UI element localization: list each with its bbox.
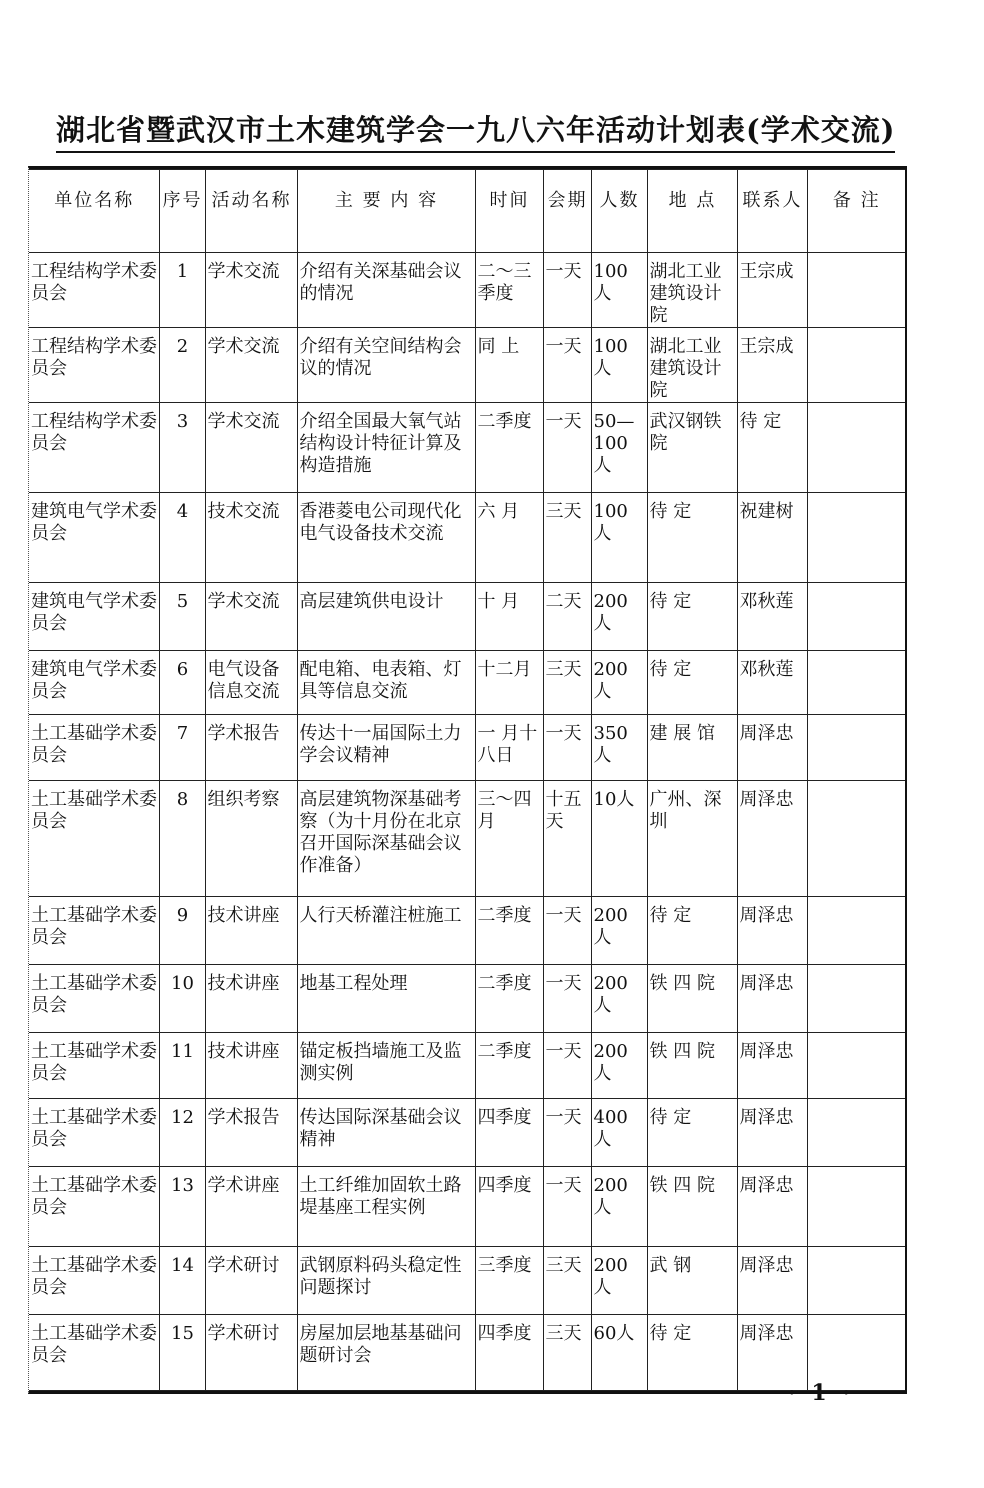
- cell-content: 配电箱、电表箱、灯具等信息交流: [297, 651, 475, 715]
- table-row: [29, 253, 905, 328]
- cell-place: 武汉钢铁院: [647, 403, 737, 493]
- cell-unit: 土工基础学术委员会: [29, 1099, 159, 1167]
- cell-people: 100人: [591, 253, 647, 328]
- cell-people: 200人: [591, 1033, 647, 1099]
- header-duration: 会期: [543, 170, 591, 253]
- cell-note: [807, 1247, 905, 1315]
- cell-people: 200人: [591, 583, 647, 651]
- cell-activity: 学术研讨: [205, 1247, 297, 1315]
- cell-duration: 一天: [543, 253, 591, 328]
- table-row: [29, 403, 905, 493]
- cell-content: 武钢原料码头稳定性问题探讨: [297, 1247, 475, 1315]
- table-row: [29, 583, 905, 651]
- cell-activity: 学术讲座: [205, 1167, 297, 1247]
- cell-activity: 学术交流: [205, 583, 297, 651]
- cell-place: 待 定: [647, 651, 737, 715]
- cell-people: 200人: [591, 651, 647, 715]
- cell-content: 香港菱电公司现代化电气设备技术交流: [297, 493, 475, 583]
- cell-time: 三季度: [475, 1247, 543, 1315]
- cell-activity: 学术交流: [205, 403, 297, 493]
- cell-note: [807, 965, 905, 1033]
- cell-contact: 周泽忠: [737, 781, 807, 897]
- cell-time: 四季度: [475, 1315, 543, 1391]
- cell-note: [807, 1167, 905, 1247]
- header-people: 人数: [591, 170, 647, 253]
- cell-duration: 一天: [543, 403, 591, 493]
- cell-people: 200人: [591, 1247, 647, 1315]
- cell-contact: 邓秋莲: [737, 651, 807, 715]
- header-activity: 活动名称: [205, 170, 297, 253]
- cell-duration: 三天: [543, 493, 591, 583]
- cell-activity: 学术报告: [205, 1099, 297, 1167]
- cell-activity: 技术讲座: [205, 897, 297, 965]
- table-row: [29, 1167, 905, 1247]
- cell-no: 1: [159, 253, 205, 328]
- cell-time: 二～三季度: [475, 253, 543, 328]
- cell-unit: 工程结构学术委员会: [29, 403, 159, 493]
- cell-people: 50—100人: [591, 403, 647, 493]
- cell-people: 200人: [591, 965, 647, 1033]
- table-row: [29, 651, 905, 715]
- cell-no: 11: [159, 1033, 205, 1099]
- cell-content: 介绍全国最大氧气站结构设计特征计算及构造措施: [297, 403, 475, 493]
- cell-activity: 组织考察: [205, 781, 297, 897]
- header-time: 时间: [475, 170, 543, 253]
- cell-duration: 一天: [543, 897, 591, 965]
- cell-note: [807, 253, 905, 328]
- cell-activity: 学术报告: [205, 715, 297, 781]
- cell-time: 同 上: [475, 328, 543, 403]
- cell-place: 待 定: [647, 493, 737, 583]
- cell-note: [807, 715, 905, 781]
- cell-unit: 土工基础学术委员会: [29, 781, 159, 897]
- cell-people: 200人: [591, 1167, 647, 1247]
- cell-time: 二季度: [475, 897, 543, 965]
- header-content: 主 要 内 容: [297, 170, 475, 253]
- cell-duration: 一天: [543, 1033, 591, 1099]
- table-row: [29, 965, 905, 1033]
- cell-content: 地基工程处理: [297, 965, 475, 1033]
- cell-time: 一 月十八日: [475, 715, 543, 781]
- cell-duration: 一天: [543, 1099, 591, 1167]
- header-note: 备 注: [807, 170, 905, 253]
- cell-duration: 十五天: [543, 781, 591, 897]
- cell-activity: 技术交流: [205, 493, 297, 583]
- cell-no: 12: [159, 1099, 205, 1167]
- cell-content: 传达国际深基础会议精神: [297, 1099, 475, 1167]
- cell-no: 14: [159, 1247, 205, 1315]
- activity-plan-table-frame: [28, 166, 907, 1394]
- cell-duration: 二天: [543, 583, 591, 651]
- cell-no: 13: [159, 1167, 205, 1247]
- cell-note: [807, 897, 905, 965]
- cell-unit: 建筑电气学术委员会: [29, 583, 159, 651]
- cell-content: 人行天桥灌注桩施工: [297, 897, 475, 965]
- cell-content: 土工纤维加固软土路堤基座工程实例: [297, 1167, 475, 1247]
- cell-content: 介绍有关空间结构会议的情况: [297, 328, 475, 403]
- cell-unit: 土工基础学术委员会: [29, 1315, 159, 1391]
- cell-unit: 建筑电气学术委员会: [29, 493, 159, 583]
- cell-activity: 学术交流: [205, 253, 297, 328]
- cell-note: [807, 781, 905, 897]
- cell-no: 2: [159, 328, 205, 403]
- cell-people: 350人: [591, 715, 647, 781]
- cell-contact: 周泽忠: [737, 1247, 807, 1315]
- cell-activity: 学术交流: [205, 328, 297, 403]
- header-unit: 单位名称: [29, 170, 159, 253]
- header-place: 地 点: [647, 170, 737, 253]
- cell-place: 武 钢: [647, 1247, 737, 1315]
- cell-no: 6: [159, 651, 205, 715]
- cell-contact: 周泽忠: [737, 1033, 807, 1099]
- cell-duration: 一天: [543, 715, 591, 781]
- cell-note: [807, 583, 905, 651]
- cell-contact: 周泽忠: [737, 1167, 807, 1247]
- cell-activity: 学术研讨: [205, 1315, 297, 1391]
- table-row: [29, 1033, 905, 1099]
- cell-contact: 周泽忠: [737, 897, 807, 965]
- cell-no: 10: [159, 965, 205, 1033]
- cell-content: 高层建筑供电设计: [297, 583, 475, 651]
- cell-contact: 周泽忠: [737, 1099, 807, 1167]
- cell-unit: 土工基础学术委员会: [29, 965, 159, 1033]
- cell-unit: 土工基础学术委员会: [29, 1167, 159, 1247]
- cell-time: 二季度: [475, 403, 543, 493]
- cell-contact: 周泽忠: [737, 715, 807, 781]
- cell-contact: 待 定: [737, 403, 807, 493]
- cell-unit: 工程结构学术委员会: [29, 253, 159, 328]
- cell-place: 建 展 馆: [647, 715, 737, 781]
- cell-activity: 电气设备信息交流: [205, 651, 297, 715]
- cell-place: 铁 四 院: [647, 965, 737, 1033]
- cell-time: 二季度: [475, 1033, 543, 1099]
- header-no: 序号: [159, 170, 205, 253]
- cell-time: 二季度: [475, 965, 543, 1033]
- activity-plan-table: [29, 169, 905, 1391]
- cell-place: 广州、深圳: [647, 781, 737, 897]
- table-row: [29, 715, 905, 781]
- table-row: [29, 1099, 905, 1167]
- cell-people: 10人: [591, 781, 647, 897]
- cell-unit: 工程结构学术委员会: [29, 328, 159, 403]
- cell-place: 湖北工业建筑设计院: [647, 328, 737, 403]
- cell-place: 铁 四 院: [647, 1033, 737, 1099]
- cell-content: 房屋加层地基基础问题研讨会: [297, 1315, 475, 1391]
- cell-activity: 技术讲座: [205, 1033, 297, 1099]
- cell-no: 15: [159, 1315, 205, 1391]
- cell-note: [807, 328, 905, 403]
- cell-duration: 一天: [543, 1167, 591, 1247]
- table-row: [29, 1247, 905, 1315]
- cell-contact: 周泽忠: [737, 1315, 807, 1391]
- cell-unit: 土工基础学术委员会: [29, 1033, 159, 1099]
- cell-content: 高层建筑物深基础考察（为十月份在北京召开国际深基础会议作准备）: [297, 781, 475, 897]
- table-row: [29, 493, 905, 583]
- cell-time: 四季度: [475, 1167, 543, 1247]
- cell-time: 三～四月: [475, 781, 543, 897]
- table-row: [29, 781, 905, 897]
- cell-note: [807, 1099, 905, 1167]
- table-row: [29, 897, 905, 965]
- cell-note: [807, 651, 905, 715]
- cell-note: [807, 403, 905, 493]
- cell-place: 铁 四 院: [647, 1167, 737, 1247]
- header-contact: 联系人: [737, 170, 807, 253]
- cell-place: 待 定: [647, 897, 737, 965]
- cell-people: 60人: [591, 1315, 647, 1391]
- cell-place: 待 定: [647, 1099, 737, 1167]
- cell-people: 100人: [591, 493, 647, 583]
- cell-activity: 技术讲座: [205, 965, 297, 1033]
- table-row: [29, 328, 905, 403]
- table-row: [29, 1315, 905, 1391]
- cell-no: 5: [159, 583, 205, 651]
- cell-no: 3: [159, 403, 205, 493]
- cell-time: 十 月: [475, 583, 543, 651]
- cell-time: 十二月: [475, 651, 543, 715]
- cell-time: 六 月: [475, 493, 543, 583]
- cell-content: 介绍有关深基础会议的情况: [297, 253, 475, 328]
- table-header-row: [29, 170, 905, 253]
- cell-duration: 三天: [543, 1315, 591, 1391]
- cell-duration: 三天: [543, 651, 591, 715]
- cell-contact: 王宗成: [737, 328, 807, 403]
- cell-note: [807, 1033, 905, 1099]
- cell-no: 7: [159, 715, 205, 781]
- cell-people: 400人: [591, 1099, 647, 1167]
- cell-no: 8: [159, 781, 205, 897]
- cell-duration: 三天: [543, 1247, 591, 1315]
- page-number: · 1 ·: [788, 1380, 854, 1406]
- cell-duration: 一天: [543, 965, 591, 1033]
- cell-unit: 土工基础学术委员会: [29, 897, 159, 965]
- cell-contact: 邓秋莲: [737, 583, 807, 651]
- cell-unit: 建筑电气学术委员会: [29, 651, 159, 715]
- cell-contact: 王宗成: [737, 253, 807, 328]
- cell-people: 100人: [591, 328, 647, 403]
- cell-contact: 周泽忠: [737, 965, 807, 1033]
- cell-time: 四季度: [475, 1099, 543, 1167]
- cell-content: 传达十一届国际土力学会议精神: [297, 715, 475, 781]
- page-title: 湖北省暨武汉市土木建筑学会一九八六年活动计划表(学术交流): [56, 108, 895, 153]
- table-body: [29, 253, 905, 1391]
- cell-no: 9: [159, 897, 205, 965]
- cell-contact: 祝建树: [737, 493, 807, 583]
- cell-duration: 一天: [543, 328, 591, 403]
- cell-no: 4: [159, 493, 205, 583]
- cell-content: 锚定板挡墙施工及监测实例: [297, 1033, 475, 1099]
- cell-note: [807, 493, 905, 583]
- cell-unit: 土工基础学术委员会: [29, 715, 159, 781]
- cell-place: 待 定: [647, 583, 737, 651]
- cell-unit: 土工基础学术委员会: [29, 1247, 159, 1315]
- cell-place: 待 定: [647, 1315, 737, 1391]
- cell-place: 湖北工业建筑设计院: [647, 253, 737, 328]
- cell-people: 200人: [591, 897, 647, 965]
